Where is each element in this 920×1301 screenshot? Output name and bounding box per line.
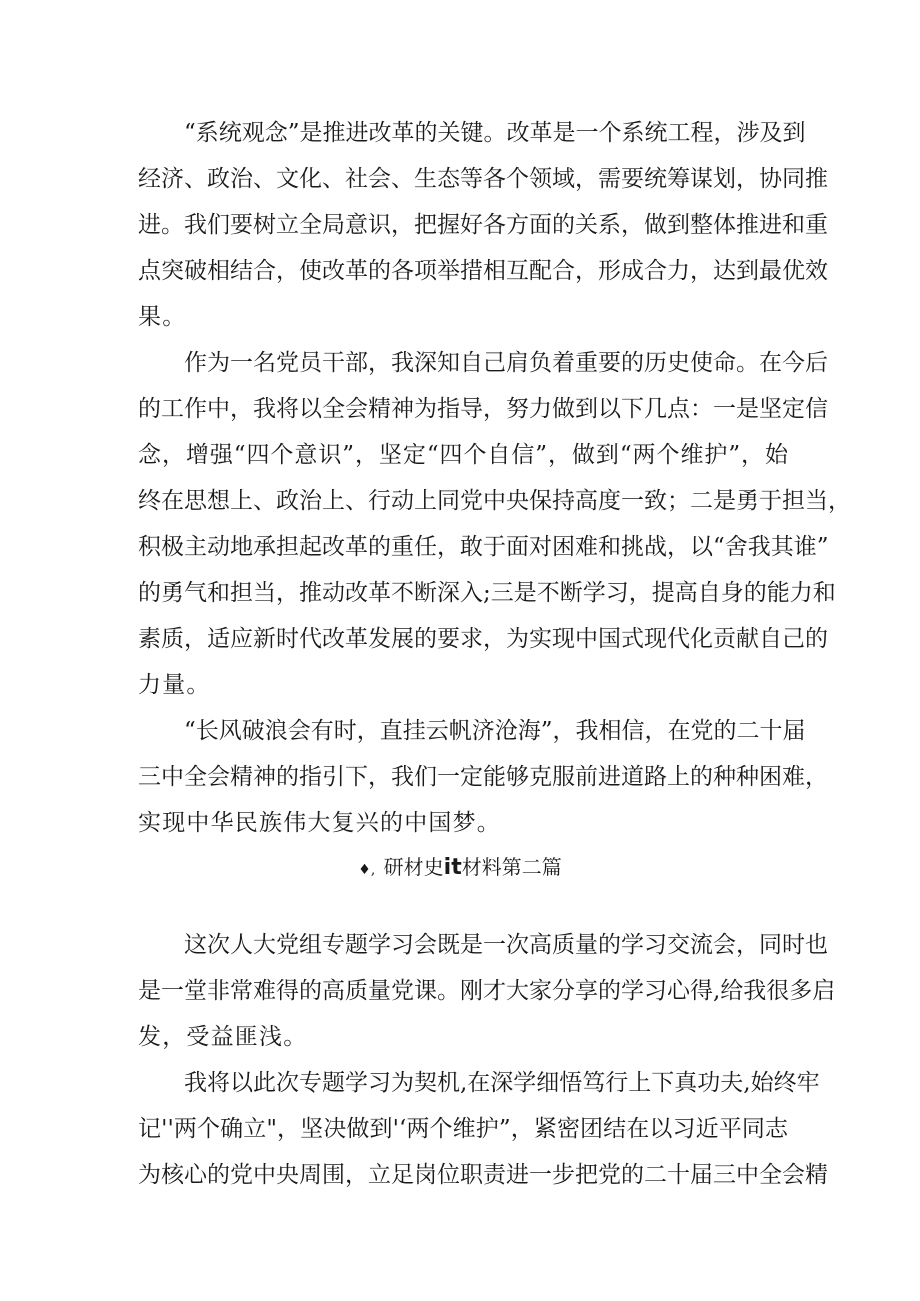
text-line: 素质，适应新时代改革发展的要求，为实现中国式现代化贡献自己的 [138,626,828,652]
heading-text-part: 材料第二篇 [461,855,562,879]
text-line: 记''两个确立"，坚决做到'‘两个维护”，紧密团结在以习近平同志 [138,1116,788,1142]
text-line: 进。我们要树立全局意识，把握好各方面的关系，做到整体推进和重 [138,212,828,238]
text-line: 点突破相结合，使改革的各项举措相互配合，形成合力，达到最优效 [138,258,828,284]
text-line: “长风破浪会有时，直挂云帆济沧海”，我相信，在党的二十届 [184,718,806,744]
text-line: 为核心的党中央周围，立足岗位职责进一步把党的二十届三中全会精 [138,1162,828,1188]
text-line: 积极主动地承担起改革的重任，敢于面对困难和挑战，以“舍我其谁” [138,534,829,560]
text-line: 经济、政治、文化、社会、生态等各个领域，需要统筹谋划，协同推 [138,166,828,192]
text-line: 力量。 [138,672,211,698]
text-line: “系统观念”是推进改革的关键。改革是一个系统工程，涉及到 [184,120,806,146]
text-line: 发，受益匪浅。 [138,1024,308,1050]
text-line: 实现中华民族伟大复兴的中国梦。 [138,810,501,836]
text-line: 是一堂非常难得的高质量党课。刚才大家分享的学习心得,给我很多启 [138,978,836,1004]
text-line: 终在思想上、政治上、行动上同党中央保持高度一致；二是勇于担当， [138,488,851,514]
text-line: 我将以此次专题学习为契机,在深学细悟笃行上下真功夫,始终牢 [184,1070,820,1096]
text-line: 果。 [138,304,187,330]
text-line: 的工作中，我将以全会精神为指导，努力做到以下几点：一是坚定信 [138,396,828,422]
section-heading [0,852,920,885]
text-line: 这次人大党组专题学习会既是一次高质量的学习交流会，同时也 [184,932,828,958]
diamond-bullet-icon: ♦, [358,862,376,878]
text-line: 作为一名党员干部，我深知自己肩负着重要的历史使命。在今后 [184,350,828,376]
text-line: 念，增强“四个意识”，坚定“四个自信”，做到“两个维护”，始 [138,442,788,468]
text-line: 的勇气和担当，推动改革不断深入;三是不断学习，提高自身的能力和 [138,580,836,606]
heading-text-part: 研材史 [383,855,444,879]
text-line: 三中全会精神的指引下，我们一定能够克服前进道路上的种种困难， [138,764,828,790]
heading-text-part: it [443,855,462,880]
